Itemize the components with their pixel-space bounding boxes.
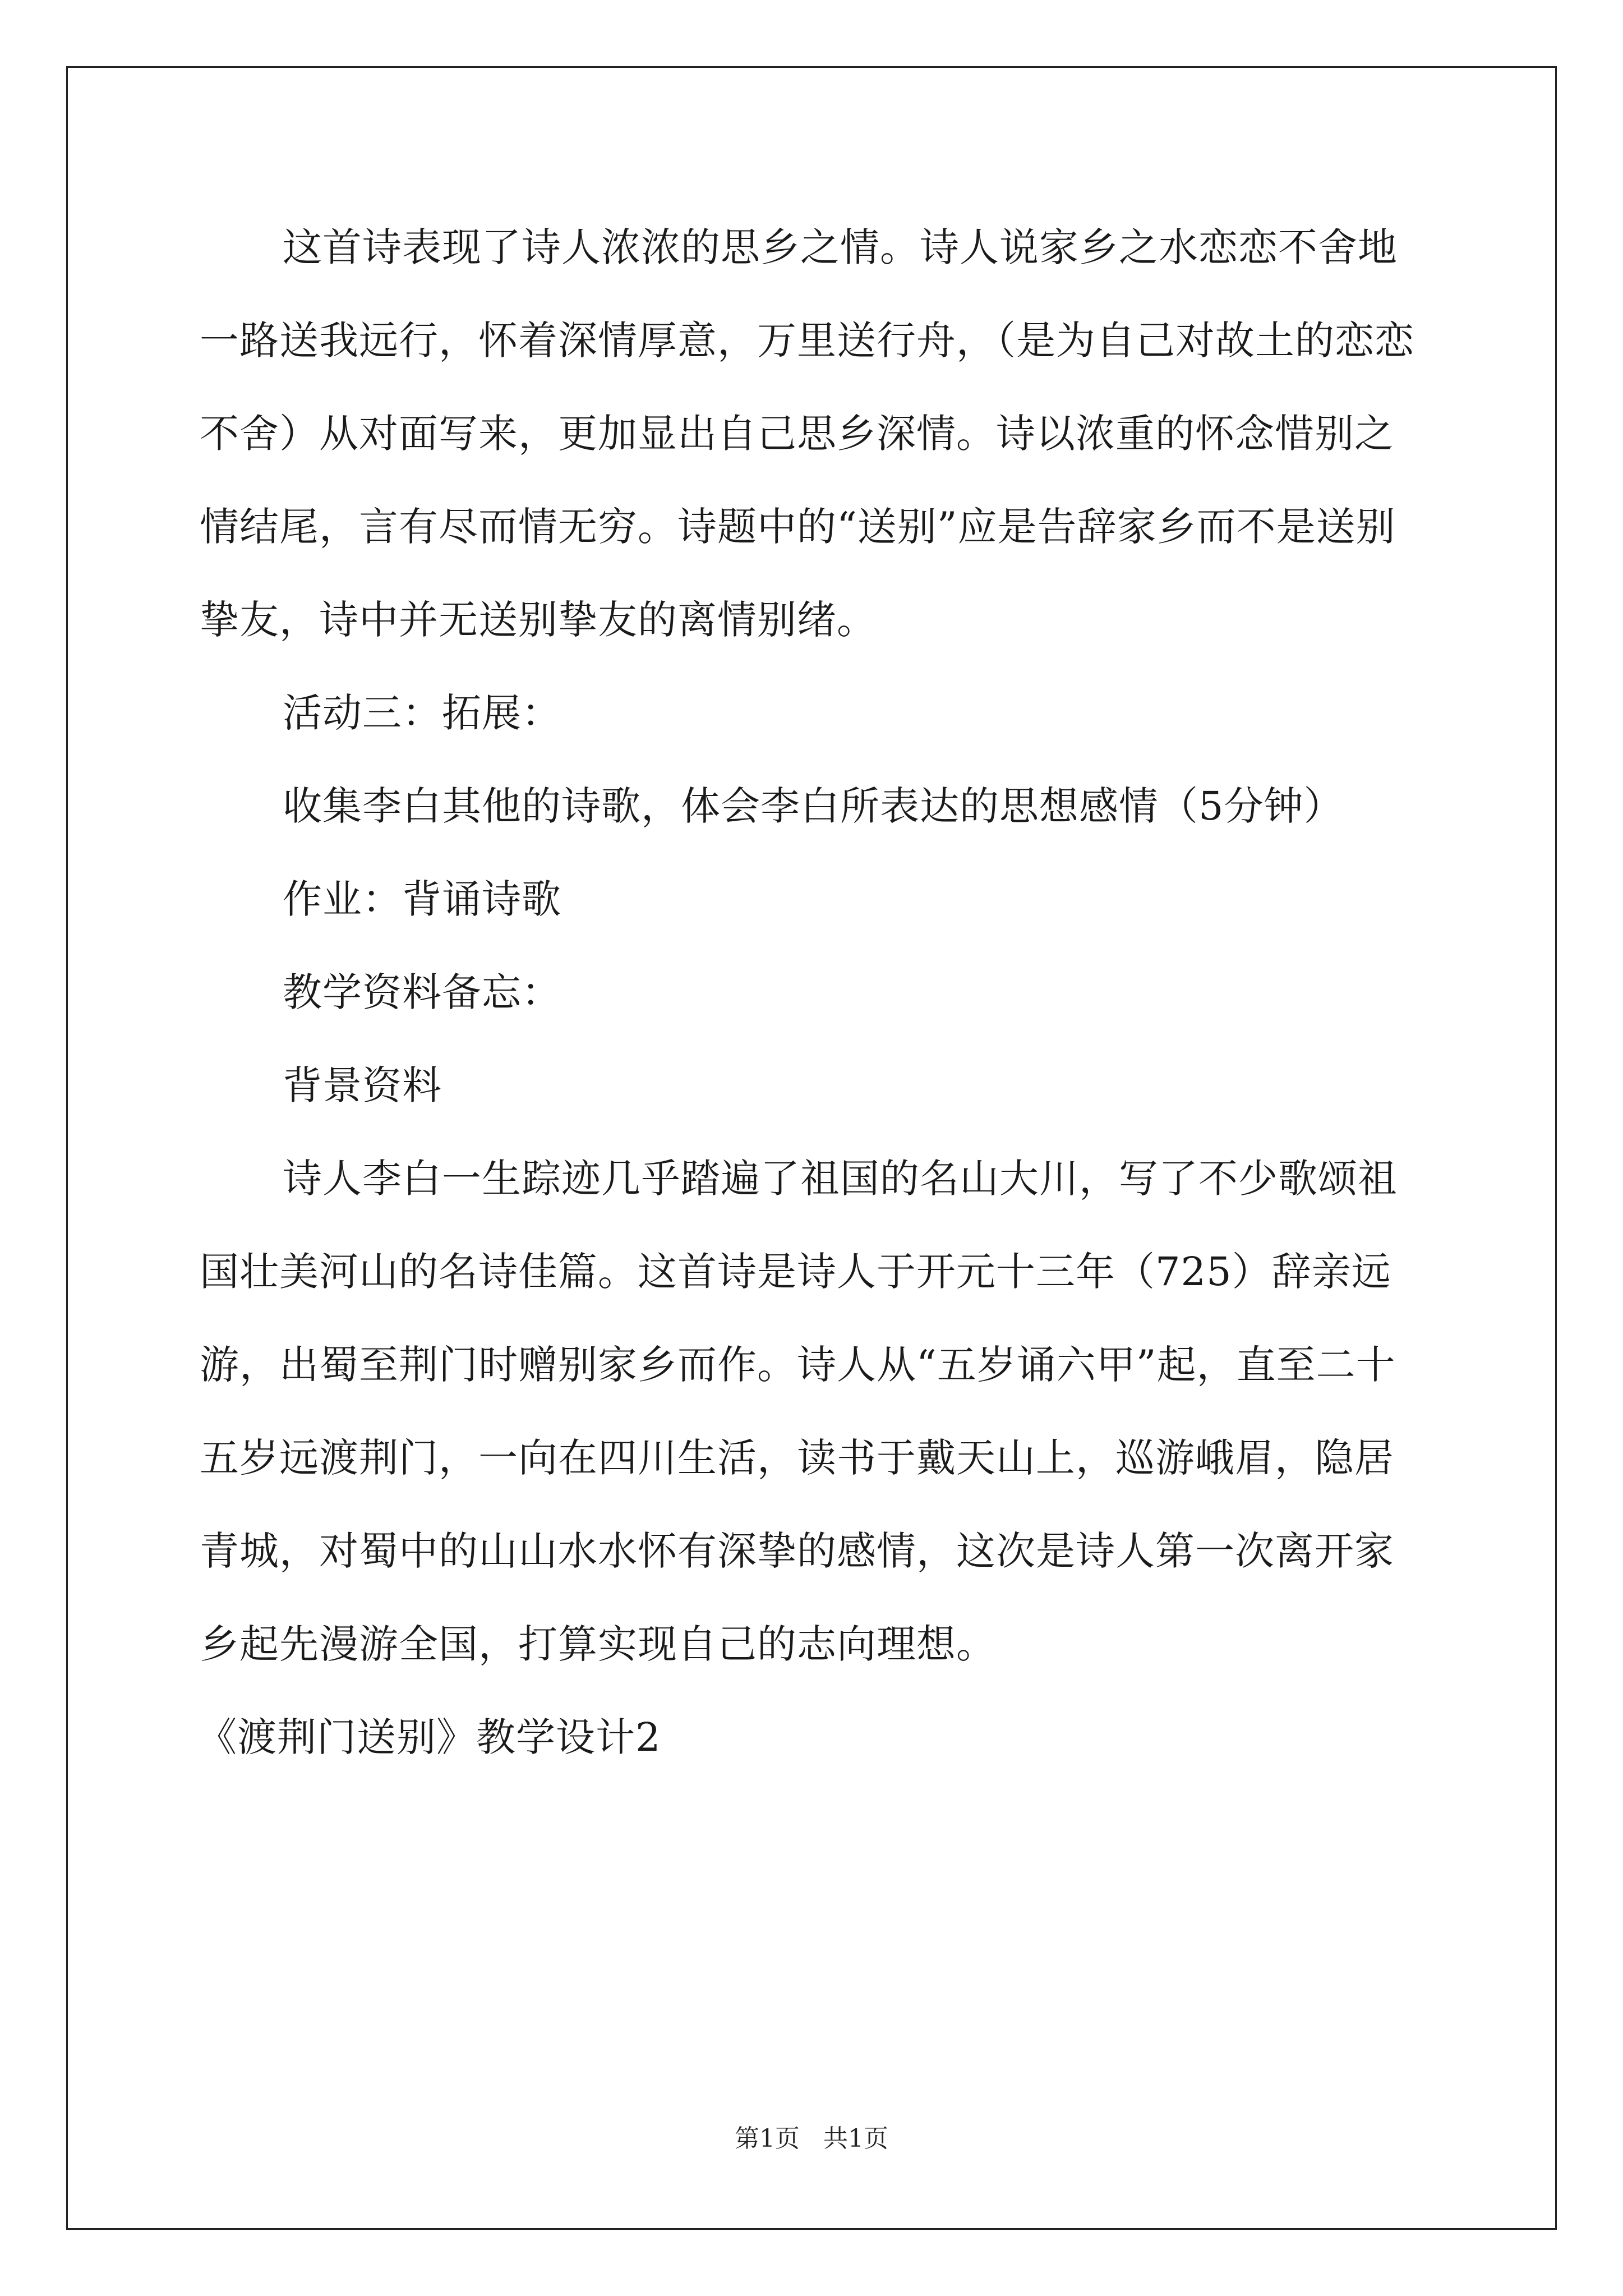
paragraph-background-heading: 背景资料	[283, 1062, 442, 1108]
paragraph-collect-poems: 收集李白其他的诗歌，体会李白所表达的思想感情（5分钟）	[283, 783, 1344, 829]
page-footer	[0, 2118, 1623, 2154]
paragraph-homework: 作业：背诵诗歌	[283, 876, 561, 922]
paragraph-activity-three: 活动三：拓展：	[283, 690, 561, 736]
page-total: 共1页	[823, 2124, 888, 2153]
section-title: 《渡荆门送别》教学设计2	[197, 1714, 661, 1760]
page-number: 第1页	[735, 2124, 800, 2153]
paragraph-poem-analysis: 这首诗表现了诗人浓浓的思乡之情。诗人说家乡之水恋恋不舍地一路送我远行，怀着深情厚意，万里送行舟，（是为自己对故土的恋恋不舍）从对面写来，更加显出自己思乡深情。诗以浓重的怀念惜别之情结尾，言有尽而情无穷。诗题中的“送别”应是告辞家乡而不是送别挚友，诗中并无送别挚友的离情别绪。	[200, 224, 1414, 643]
paragraph-background-text: 诗人李白一生踪迹几乎踏遍了祖国的名山大川，写了不少歌颂祖国壮美河山的名诗佳篇。这首诗是诗人于开元十三年（725）辞亲远游，出蜀至荆门时赠别家乡而作。诗人从“五岁诵六甲”起，直至二十五岁远渡荆门，一向在四川生活，读书于戴天山上，巡游峨眉，隐居青城，对蜀中的山山水水怀有深挚的感情，这次是诗人第一次离开家乡起先漫游全国，打算实现自己的志向理想。	[200, 1156, 1398, 1667]
document-body	[197, 201, 1433, 1784]
paragraph-teaching-notes: 教学资料备忘：	[283, 969, 561, 1015]
